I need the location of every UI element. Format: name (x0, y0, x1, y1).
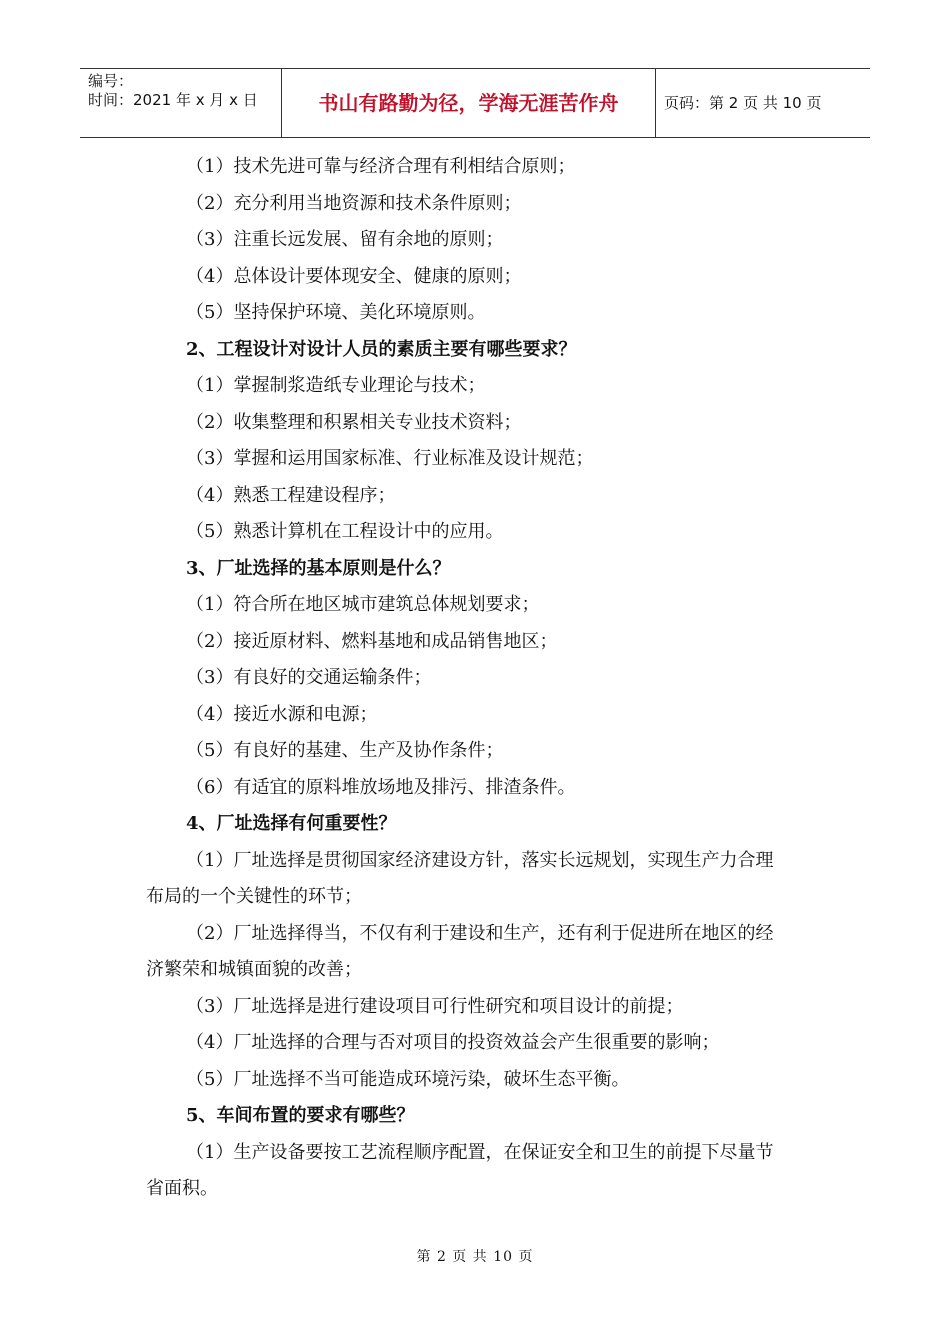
list-item: （1）厂址选择是贯彻国家经济建设方针，落实长远规划，实现生产力合理 (186, 849, 774, 871)
header-page-info: 页码：第 2 页 共 10 页 (664, 94, 822, 112)
list-item: （3）掌握和运用国家标准、行业标准及设计规范； (186, 448, 594, 469)
page-footer: 第 2 页 共 10 页 (416, 1249, 534, 1265)
question-heading: 4、厂址选择有何重要性？ (186, 813, 397, 834)
header-motto: 书山有路勤为径，学海无涯苦作舟 (318, 91, 619, 115)
paragraph-continuation: 省面积。 (146, 1178, 218, 1199)
question-heading: 3、厂址选择的基本原则是什么？ (186, 557, 451, 579)
paragraph-continuation: 济繁荣和城镇面貌的改善； (146, 959, 362, 980)
page-header (80, 68, 870, 138)
list-item: （5）有良好的基建、生产及协作条件； (186, 740, 504, 761)
list-item: （5）熟悉计算机在工程设计中的应用。 (186, 521, 504, 542)
list-item: （3）厂址选择是进行建设项目可行性研究和项目设计的前提； (186, 995, 684, 1017)
list-item: （4）熟悉工程建设程序； (186, 484, 396, 506)
list-item: （4）总体设计要体现安全、健康的原则； (186, 265, 522, 287)
question-heading: 5、车间布置的要求有哪些？ (186, 1105, 415, 1126)
document-time-label: 时间：2021 年 x 月 x 日 (88, 91, 258, 109)
list-item: （2）充分利用当地资源和技术条件原则； (186, 192, 522, 214)
list-item: （3）有良好的交通运输条件； (186, 667, 432, 688)
list-item: （2）接近原材料、燃料基地和成品销售地区； (186, 630, 558, 652)
question-heading: 2、工程设计对设计人员的素质主要有哪些要求？ (186, 338, 577, 360)
header-meta (80, 69, 280, 140)
list-item: （4）厂址选择的合理与否对项目的投资效益会产生很重要的影响； (186, 1032, 720, 1053)
list-item: （2）收集整理和积累相关专业技术资料； (186, 411, 522, 433)
paragraph-continuation: 布局的一个关键性的环节； (146, 886, 362, 907)
list-item: （5）坚持保护环境、美化环境原则。 (186, 302, 486, 323)
document-number-label: 编号： (88, 72, 134, 90)
list-item: （5）厂址选择不当可能造成环境污染，破坏生态平衡。 (186, 1068, 630, 1090)
list-item: （3）注重长远发展、留有余地的原则； (186, 229, 504, 250)
list-item: （1）技术先进可靠与经济合理有利相结合原则； (186, 156, 576, 177)
list-item: （1）符合所在地区城市建筑总体规划要求； (186, 594, 540, 615)
list-item: （6）有适宜的原料堆放场地及排污、排渣条件。 (186, 776, 576, 798)
list-item: （2）厂址选择得当，不仅有利于建设和生产，还有利于促进所在地区的经 (186, 922, 774, 944)
list-item: （4）接近水源和电源； (186, 703, 378, 725)
list-item: （1）生产设备要按工艺流程顺序配置，在保证安全和卫生的前提下尽量节 (186, 1141, 774, 1163)
header-page-cell (655, 69, 870, 137)
header-motto-cell (281, 69, 656, 137)
list-item: （1）掌握制浆造纸专业理论与技术； (186, 375, 486, 396)
